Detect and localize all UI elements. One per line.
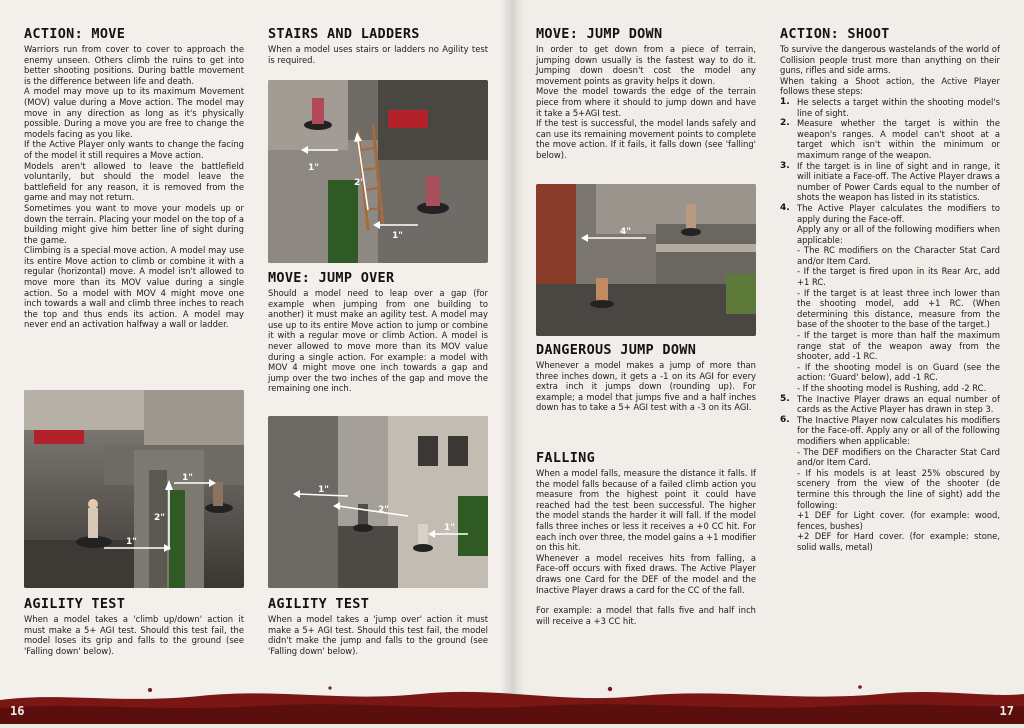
paragraph: Whenever a model makes a jump of more than three inches down, it gets a -1 on its AGI for every extra inch it jumps down (rounding up). For example; a model that jumps five and a half inches down has to take a 5+ AGI test with a -3 on its AGI. [536, 360, 756, 413]
paragraph: Warriors run from cover to cover to approach the enemy unseen. Others climb the ruins to get into better shooting positions. During battle movement is the difference between life and death. [24, 44, 244, 86]
section-stairs-ladders [268, 26, 488, 65]
step-number: 3. [780, 160, 790, 171]
section-agility-test-1 [24, 596, 244, 656]
list-item [780, 118, 1000, 160]
heading-agility-test: AGILITY TEST [268, 596, 370, 612]
heading-stairs-ladders: STAIRS AND LADDERS [268, 26, 420, 42]
shoot-steps-list [780, 97, 1000, 553]
step-subitem: Apply any or all of the following modifiers when applicable: [797, 224, 1000, 245]
photo-label-1: 4" [620, 227, 631, 237]
step-number: 6. [780, 414, 790, 425]
paragraph: When a model falls, measure the distance it falls. If the model falls because of a failed climb action you measure from the highest point it could have reached had the test been successful. The higher the model stands the harder it will fall. If the model falls three inches or less it receives a +0 CC hit. For each inch over three, the model gains a +1 modifier on this hit. [536, 468, 756, 553]
photo-label-3: 1" [392, 231, 403, 241]
paragraph: Climbing is a special move action. A model may use its entire Move action to climb or combine it with a regular (horizontal) move. A model isn't allowed to move more than its MOV value during a single action. So a model with MOV 4 might move one inch towards a wall and climb three inches to reach the top and thus ends its action. A model may never end an activation halfway a wall or ladder. [24, 245, 244, 330]
photo-label-2: 2" [354, 178, 365, 188]
step-text: The Inactive Player draws an equal number of cards as the Active Player has drawn in step 3. [797, 393, 1000, 415]
section-dangerous-jump-down [536, 342, 756, 413]
step-number: 4. [780, 202, 790, 213]
step-text: If the target is in line of sight and in range, it will initiate a Face-off. The Active Player draws a number of Power Cards equal to the number of shots the weapon has listed in its statistics. [797, 160, 1000, 203]
step-subitem: - The RC modifiers on the Character Stat Card and/or Item Card. [797, 245, 1000, 266]
photo-ladder-illustration [268, 80, 488, 263]
step-subitem: +1 DEF for Light cover. (for example: wood, fences, bushes) [797, 510, 1000, 531]
step-text: Measure whether the target is within the weapon's ranges. A model can't shoot at a target which isn't within the minimum or maximum range of the weapon. [797, 118, 1000, 160]
heading-action-move: ACTION: MOVE [24, 26, 126, 42]
step-text: He selects a target within the shooting model's line of sight. [797, 96, 1000, 118]
step-subitem: - If the shooting model is Rushing, add -2 RC. [797, 383, 987, 393]
step-number: 2. [780, 118, 790, 129]
page-number-left: 16 [10, 704, 25, 718]
step-text: The Active Player calculates the modifiers to apply during the Face-off. [797, 202, 1000, 224]
paragraph: Should a model need to leap over a gap (for example when jumping from one building to another) it must make an agility test. A model may use up to its entire Move action to jump or combine it with a regular move or climb Action. A model is never allowed to move more than its MOV value during a single action. For example: a model with MOV 4 might move one inch towards a gap and jump over the two inches of the gap and move the remaining one inch. [268, 288, 488, 394]
section-move-jump-down [536, 26, 756, 161]
photo-climb-wall-illustration [24, 390, 244, 588]
photo-climb-wall [24, 390, 244, 588]
photo-jump-down-illustration [536, 184, 756, 336]
paragraph: A model may move up to its maximum Movement (MOV) value during a Move action. The model may move in any direction as long as it's physically possible. During a move you are free to change the models facing as you like. [24, 86, 244, 139]
paragraph: Models aren't allowed to leave the battlefield voluntarily, but should the model leave the battlefield for any reason, it is removed from the game and may not return. [24, 160, 244, 203]
section-action-shoot [780, 26, 1000, 553]
photo-ladder [268, 80, 488, 263]
list-item [780, 415, 1000, 553]
paragraph: Sometimes you want to move your models up or down the terrain. Placing your model on the top of a building might give him better line of sight during the game. [24, 202, 244, 245]
list-item [780, 97, 1000, 118]
section-falling [536, 450, 756, 626]
photo-label-1: 1" [126, 537, 137, 547]
paragraph: When a model uses stairs or ladders no Agility test is required. [268, 44, 488, 65]
step-subitem: - If the target is more than half the maximum range stat of the weapon away from the shooter, add -1 RC. [797, 330, 1000, 362]
photo-jump-over-illustration [268, 416, 488, 588]
list-item [780, 394, 1000, 415]
photo-jump-over [268, 416, 488, 588]
paragraph: To survive the dangerous wastelands of the world of Collision people trust more than anything on their guns, rifles and side arms. [780, 44, 1000, 76]
heading-move-jump-down: MOVE: JUMP DOWN [536, 26, 663, 42]
step-subitem: - If his models is at least 25% obscured by scenery from the view of the shooter (de termine this through the line of sight) add the following: [797, 467, 1000, 510]
column-action-move [24, 26, 244, 330]
heading-agility-test: AGILITY TEST [24, 596, 126, 612]
step-number: 1. [780, 96, 790, 107]
list-item [780, 203, 1000, 394]
heading-dangerous-jump-down: DANGEROUS JUMP DOWN [536, 342, 697, 358]
step-subitem: - If the target is at least three inch lower than the shooting model, add +1 RC. (When determining this distance, measure from the base of the shooter to the base of the target.) [797, 287, 1000, 330]
paragraph: When a model takes a 'jump over' action it must make a 5+ AGI test. Should this test fail, the model didn't make the jump and falls to the ground (see 'Falling down' below). [268, 614, 488, 656]
page-gutter [500, 0, 524, 724]
paragraph: Whenever a model receives hits from falling, a Face-off occurs with fixed draws. The Active Player draws one Card for the DEF of the model and the Inactive Player draws a card for the CC of the fall. [536, 552, 756, 595]
step-subitem: - If the shooting model is on Guard (see the action: 'Guard' below), add -1 RC. [797, 361, 1000, 383]
photo-label-2: 2" [378, 505, 389, 515]
heading-action-shoot: ACTION: SHOOT [780, 26, 890, 42]
photo-label-3: 1" [182, 473, 193, 483]
footer-splatter [0, 674, 1024, 724]
footer-band [0, 674, 1024, 724]
heading-move-jump-over: MOVE: JUMP OVER [268, 270, 395, 286]
step-subitem: +2 DEF for Hard cover. (for example: stone, solid walls, metal) [797, 531, 1000, 552]
section-agility-test-2 [268, 596, 488, 656]
photo-label-1: 1" [308, 163, 319, 173]
photo-label-3: 1" [444, 523, 455, 533]
step-number: 5. [780, 393, 790, 404]
paragraph: If the Active Player only wants to change the facing of the model it still requires a Move action. [24, 139, 244, 160]
photo-label-1: 1" [318, 485, 329, 495]
step-subitem: - The DEF modifiers on the Character Stat Card and/or Item Card. [797, 446, 1000, 468]
heading-falling: FALLING [536, 450, 595, 466]
step-text: The Inactive Player now calculates his modifiers for the Face-off. Apply any or all of the following modifiers when applicable: [797, 414, 1000, 446]
step-subitem: - If the target is fired upon in its Rear Arc, add +1 RC. [797, 266, 1000, 288]
photo-label-2: 2" [154, 513, 165, 523]
paragraph: For example: a model that falls five and half inch will receive a +3 CC hit. [536, 605, 756, 626]
page-number-right: 17 [999, 704, 1014, 718]
paragraph: In order to get down from a piece of terrain, jumping down usually is the fastest way to do it. Jumping down doesn't cost the model any movement points as gravity helps it down. [536, 44, 756, 86]
paragraph: When a model takes a 'climb up/down' action it must make a 5+ AGI test. Should this test fail, the model loses its grip and falls to the ground (see 'Falling down' below). [24, 614, 244, 656]
photo-jump-down [536, 184, 756, 336]
paragraph: If the test is successful, the model lands safely and can use its remaining movement points to complete the move action. If it fails, it falls down (see 'falling' below). [536, 118, 756, 160]
paragraph: When taking a Shoot action, the Active Player follows these steps: [780, 75, 1000, 97]
paragraph: Move the model towards the edge of the terrain piece from where it should to jump down and have it take a 5+AGI test. [536, 86, 756, 118]
list-item [780, 161, 1000, 203]
section-move-jump-over [268, 270, 488, 394]
